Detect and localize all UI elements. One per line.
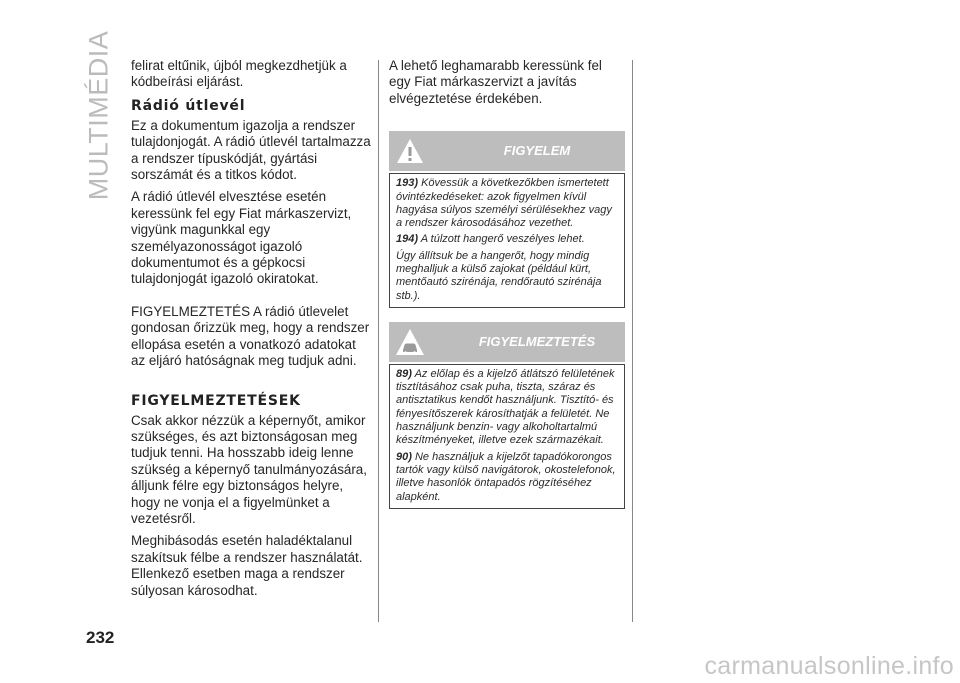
column-divider-right — [632, 60, 633, 622]
watermark-text: carmanualsonline.info — [704, 652, 954, 680]
heading-warnings: FIGYELMEZTETÉSEK — [131, 392, 301, 409]
section-tab-label: MULTIMÉDIA — [83, 30, 114, 200]
paragraph-passport-warning: FIGYELMEZTETÉS A rádió útlevelet gondosan őrizzük meg, hogy a rendszer ellopása esetén a vonatkozó adatokat az eljáró hatóságnak meg tudjuk adni. — [131, 303, 370, 369]
paragraph-screen-usage: Csak akkor nézzük a képernyőt, amikor szükséges, és azt biztonságosan meg tudjuk tenni. Ha hosszabb ideig lenne szükség a képernyő tanulmányozására, álljunk félre egy biztonságos helyre, hogy ne vonja el a figyelmünket a vezetésről. — [131, 412, 367, 526]
caution-box-body — [389, 364, 625, 509]
item-number: 193) — [396, 177, 419, 190]
item-text: A túlzott hangerő veszélyes lehet. — [420, 233, 585, 246]
heading-radio-passport: Rádió útlevél — [131, 97, 246, 114]
paragraph-passport-loss: A rádió útlevél elvesztése esetén keressünk fel egy Fiat márkaszervizt, vigyünk magunkkal egy személyazonosságot igazoló dokumentumot és a gépkocsi tulajdonjogát igazoló okiratokat. — [131, 189, 352, 287]
caution-item-89 — [396, 368, 619, 448]
left-column — [131, 58, 371, 605]
item-number: 89) — [396, 367, 412, 380]
warning-box — [389, 131, 625, 308]
caution-box-title: FIGYELMEZTETÉS — [478, 333, 596, 349]
warning-item-194 — [396, 233, 619, 246]
paragraph-code-entry: felirat eltűnik, újból megkezdhetjük a kódbeírási eljárást. — [131, 58, 347, 90]
item-text: Az előlap és a kijelző átlátszó felületének tisztításához csak puha, tiszta, száraz és antisztatikus kendőt használjunk. Tisztító- és fényesítőszerek károsíthatják a felületét. Ne használjunk benzin- vagy alkoholtartalmú készítményeket, illetve ezek származékait. — [396, 367, 615, 447]
caution-box-header — [389, 322, 625, 362]
item-number: 90) — [396, 450, 412, 463]
column-divider-left — [378, 60, 379, 622]
right-column — [389, 58, 625, 509]
warning-box-title: FIGYELEM — [503, 143, 571, 159]
paragraph-passport-info: Ez a dokumentum igazolja a rendszer tulajdonjogát. A rádió útlevél tartalmazza a rendszer típuskódját, gyártási sorszámát és a titkos kódot. — [131, 117, 371, 183]
item-text: Kövessük a következőkben ismertetett óvintézkedéseket: azok figyelmen kívül hagyása súlyos személyi sérülésekhez vagy a rendszer károsodásához vezethet. — [396, 177, 612, 230]
paragraph-malfunction: Meghibásodás esetén haladéktalanul szakítsuk félbe a rendszer használatát. Ellenkező esetben maga a rendszer súlyosan károsodhat. — [131, 533, 363, 598]
item-text: Ne használjuk a kijelzőt tapadókorongos tartók vagy külső navigátorok, okostelefonok, illetve hasonlók öntapadós rögzítéséhez alapként. — [396, 450, 616, 503]
warning-item-194-cont: Úgy állítsuk be a hangerőt, hogy mindig meghalljuk a külső zajokat (például kürt, mentőautó szirénája, rendőrautó szirénája stb.). — [396, 249, 602, 302]
warning-triangle-icon — [394, 135, 426, 167]
paragraph-service: A lehető leghamarabb keressünk fel egy Fiat márkaszervizt a javítás elvégeztetése érdekében. — [389, 58, 602, 106]
caution-box — [389, 322, 625, 509]
section-tab — [83, 30, 114, 200]
warning-box-header — [389, 131, 625, 171]
page-number: 232 — [86, 628, 115, 647]
warning-item-193 — [396, 177, 619, 230]
warning-box-body — [389, 173, 625, 308]
car-warning-icon — [394, 326, 426, 358]
item-number: 194) — [396, 233, 419, 246]
caution-item-90 — [396, 451, 619, 504]
